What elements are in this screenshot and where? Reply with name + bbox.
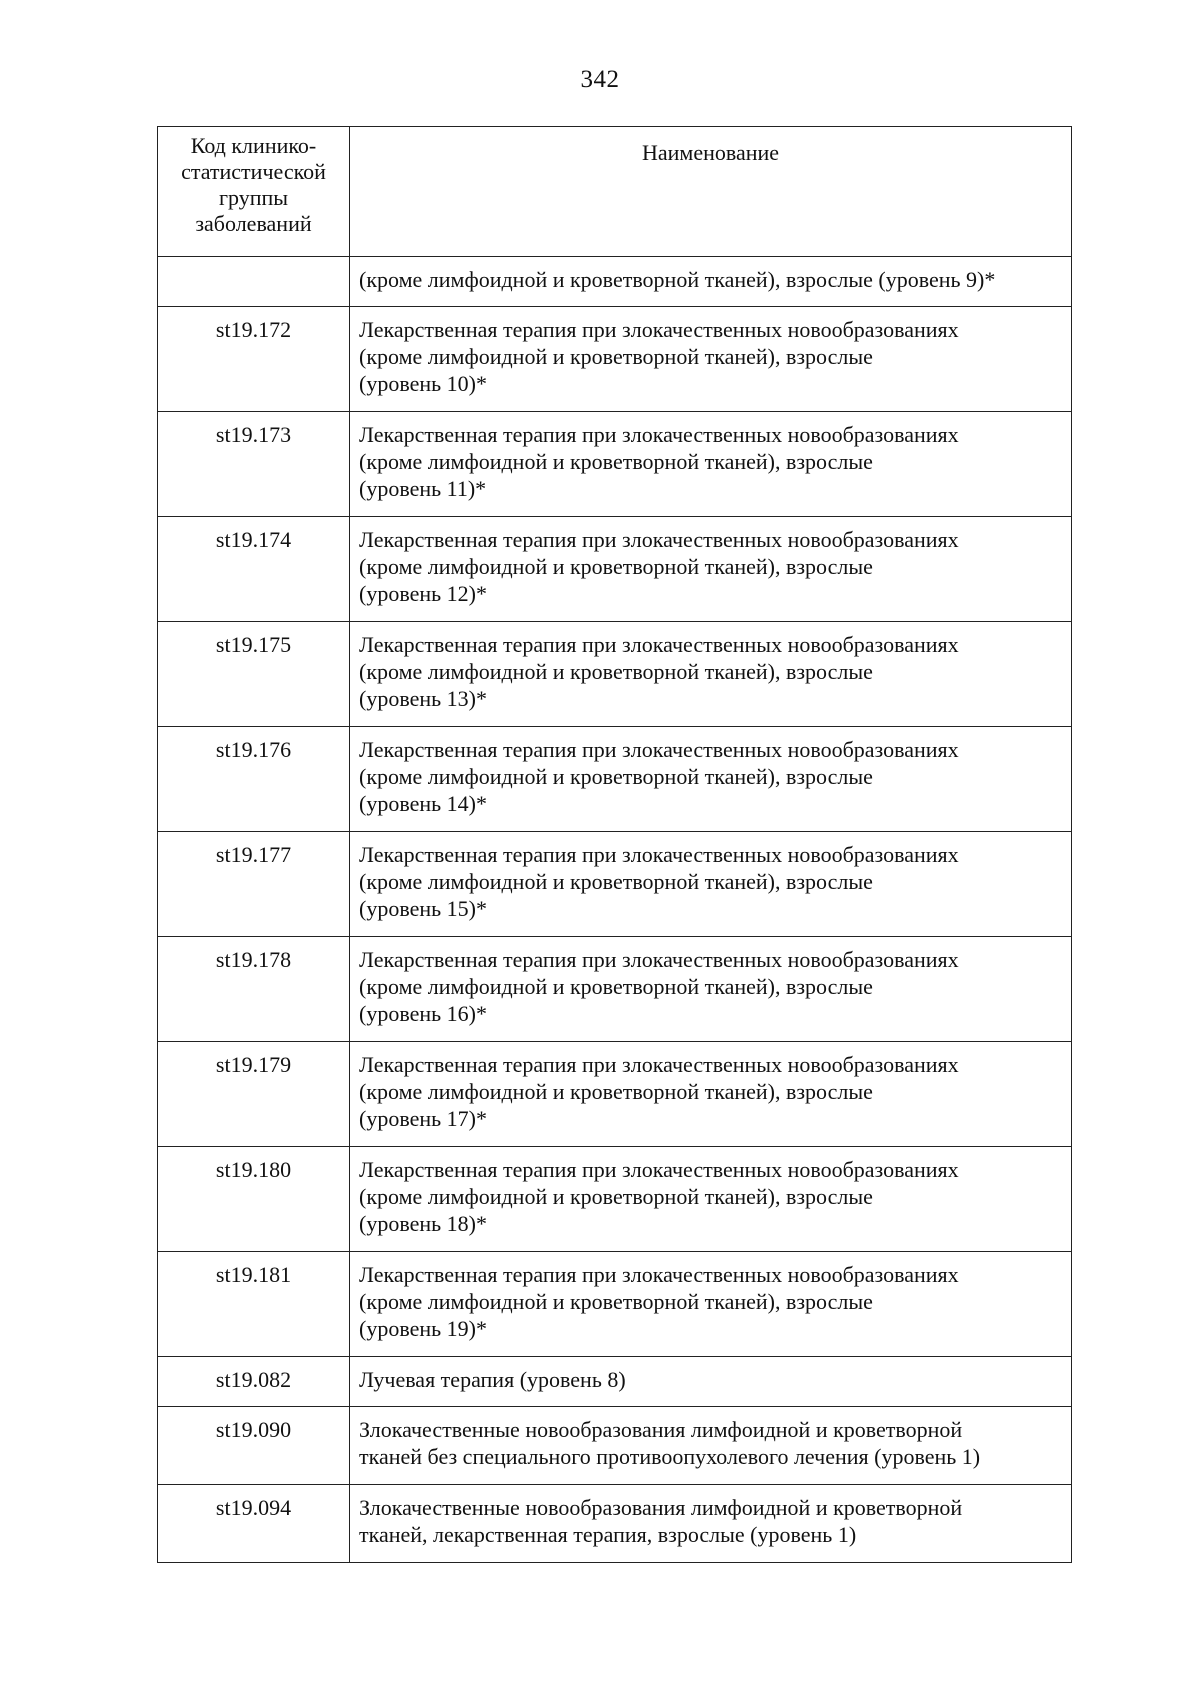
- row-name: [350, 257, 1072, 307]
- row-name-line: (уровень 15)*: [359, 896, 487, 921]
- ksg-table: [157, 126, 1072, 1563]
- row-name-line: (кроме лимфоидной и кроветворной тканей), взрослые: [359, 659, 873, 684]
- row-code: st19.176: [158, 727, 350, 832]
- row-name-line: (уровень 11)*: [359, 476, 487, 501]
- table-row: [158, 1252, 1072, 1357]
- row-code: st19.172: [158, 307, 350, 412]
- row-name-line: (кроме лимфоидной и кроветворной тканей), взрослые (уровень 9)*: [359, 267, 996, 292]
- row-name-line: (кроме лимфоидной и кроветворной тканей), взрослые: [359, 344, 873, 369]
- row-name: [350, 1042, 1072, 1147]
- row-code: st19.094: [158, 1485, 350, 1563]
- row-code: st19.179: [158, 1042, 350, 1147]
- row-name-line: Лекарственная терапия при злокачественных новообразованиях: [359, 632, 959, 657]
- table-row: [158, 937, 1072, 1042]
- row-name-line: (кроме лимфоидной и кроветворной тканей), взрослые: [359, 449, 873, 474]
- row-code: [158, 257, 350, 307]
- row-name-line: Лекарственная терапия при злокачественных новообразованиях: [359, 422, 959, 447]
- table-header-row: [158, 127, 1072, 257]
- row-name: [350, 1357, 1072, 1407]
- table-row: [158, 1042, 1072, 1147]
- row-name-line: Лекарственная терапия при злокачественных новообразованиях: [359, 527, 959, 552]
- row-code: st19.175: [158, 622, 350, 727]
- row-name: [350, 937, 1072, 1042]
- row-name-line: Злокачественные новообразования лимфоидной и кроветворной: [359, 1495, 963, 1520]
- row-code: st19.090: [158, 1407, 350, 1485]
- row-name-line: Лекарственная терапия при злокачественных новообразованиях: [359, 737, 959, 762]
- row-name-line: тканей без специального противоопухолевого лечения (уровень 1): [359, 1444, 981, 1469]
- row-name: [350, 1252, 1072, 1357]
- row-name-line: (кроме лимфоидной и кроветворной тканей), взрослые: [359, 1289, 873, 1314]
- row-name-line: Лекарственная терапия при злокачественных новообразованиях: [359, 317, 959, 342]
- row-name-line: (уровень 17)*: [359, 1106, 487, 1131]
- row-code: st19.173: [158, 412, 350, 517]
- table-row: [158, 517, 1072, 622]
- row-name-line: (кроме лимфоидной и кроветворной тканей), взрослые: [359, 974, 873, 999]
- row-name-line: (уровень 10)*: [359, 371, 487, 396]
- row-name: [350, 412, 1072, 517]
- table-row: [158, 412, 1072, 517]
- row-name: [350, 622, 1072, 727]
- row-name-line: (кроме лимфоидной и кроветворной тканей), взрослые: [359, 764, 873, 789]
- row-name-line: (уровень 18)*: [359, 1211, 487, 1236]
- row-name: [350, 727, 1072, 832]
- row-name-line: (уровень 12)*: [359, 581, 487, 606]
- row-name-line: Лучевая терапия (уровень 8): [359, 1367, 626, 1392]
- row-code: st19.180: [158, 1147, 350, 1252]
- row-name-line: Злокачественные новообразования лимфоидной и кроветворной: [359, 1417, 963, 1442]
- row-code: st19.174: [158, 517, 350, 622]
- row-code: st19.178: [158, 937, 350, 1042]
- row-name: [350, 832, 1072, 937]
- row-name-line: (уровень 19)*: [359, 1316, 487, 1341]
- row-name: [350, 1147, 1072, 1252]
- table-body: [158, 257, 1072, 1563]
- table-row: [158, 832, 1072, 937]
- row-name: [350, 517, 1072, 622]
- table-row: [158, 307, 1072, 412]
- table-row: [158, 727, 1072, 832]
- header-code-line: группы: [218, 185, 289, 210]
- row-name-line: (уровень 14)*: [359, 791, 487, 816]
- row-name-line: (кроме лимфоидной и кроветворной тканей), взрослые: [359, 1079, 873, 1104]
- header-code-line: статистической: [181, 159, 326, 184]
- header-code-line: Код клинико-: [190, 133, 317, 158]
- row-code: st19.177: [158, 832, 350, 937]
- table-row: [158, 1147, 1072, 1252]
- header-code-line: заболеваний: [195, 211, 312, 236]
- row-name-line: Лекарственная терапия при злокачественных новообразованиях: [359, 842, 959, 867]
- row-name: [350, 307, 1072, 412]
- row-name-line: Лекарственная терапия при злокачественных новообразованиях: [359, 1262, 959, 1287]
- header-code: [158, 127, 350, 257]
- row-name-line: тканей, лекарственная терапия, взрослые (уровень 1): [359, 1522, 857, 1547]
- row-code: st19.181: [158, 1252, 350, 1357]
- row-name: [350, 1407, 1072, 1485]
- row-name-line: (кроме лимфоидной и кроветворной тканей), взрослые: [359, 869, 873, 894]
- row-name-line: (кроме лимфоидной и кроветворной тканей), взрослые: [359, 554, 873, 579]
- row-name-line: (кроме лимфоидной и кроветворной тканей), взрослые: [359, 1184, 873, 1209]
- row-name: [350, 1485, 1072, 1563]
- table-row: [158, 1407, 1072, 1485]
- row-name-line: Лекарственная терапия при злокачественных новообразованиях: [359, 1052, 959, 1077]
- table-row: [158, 1357, 1072, 1407]
- table-row: [158, 1485, 1072, 1563]
- row-name-line: Лекарственная терапия при злокачественных новообразованиях: [359, 947, 959, 972]
- header-name: Наименование: [350, 127, 1072, 257]
- table-row: [158, 622, 1072, 727]
- row-name-line: (уровень 13)*: [359, 686, 487, 711]
- table-row: [158, 257, 1072, 307]
- row-name-line: (уровень 16)*: [359, 1001, 487, 1026]
- page-number: 342: [580, 66, 620, 93]
- row-name-line: Лекарственная терапия при злокачественных новообразованиях: [359, 1157, 959, 1182]
- row-code: st19.082: [158, 1357, 350, 1407]
